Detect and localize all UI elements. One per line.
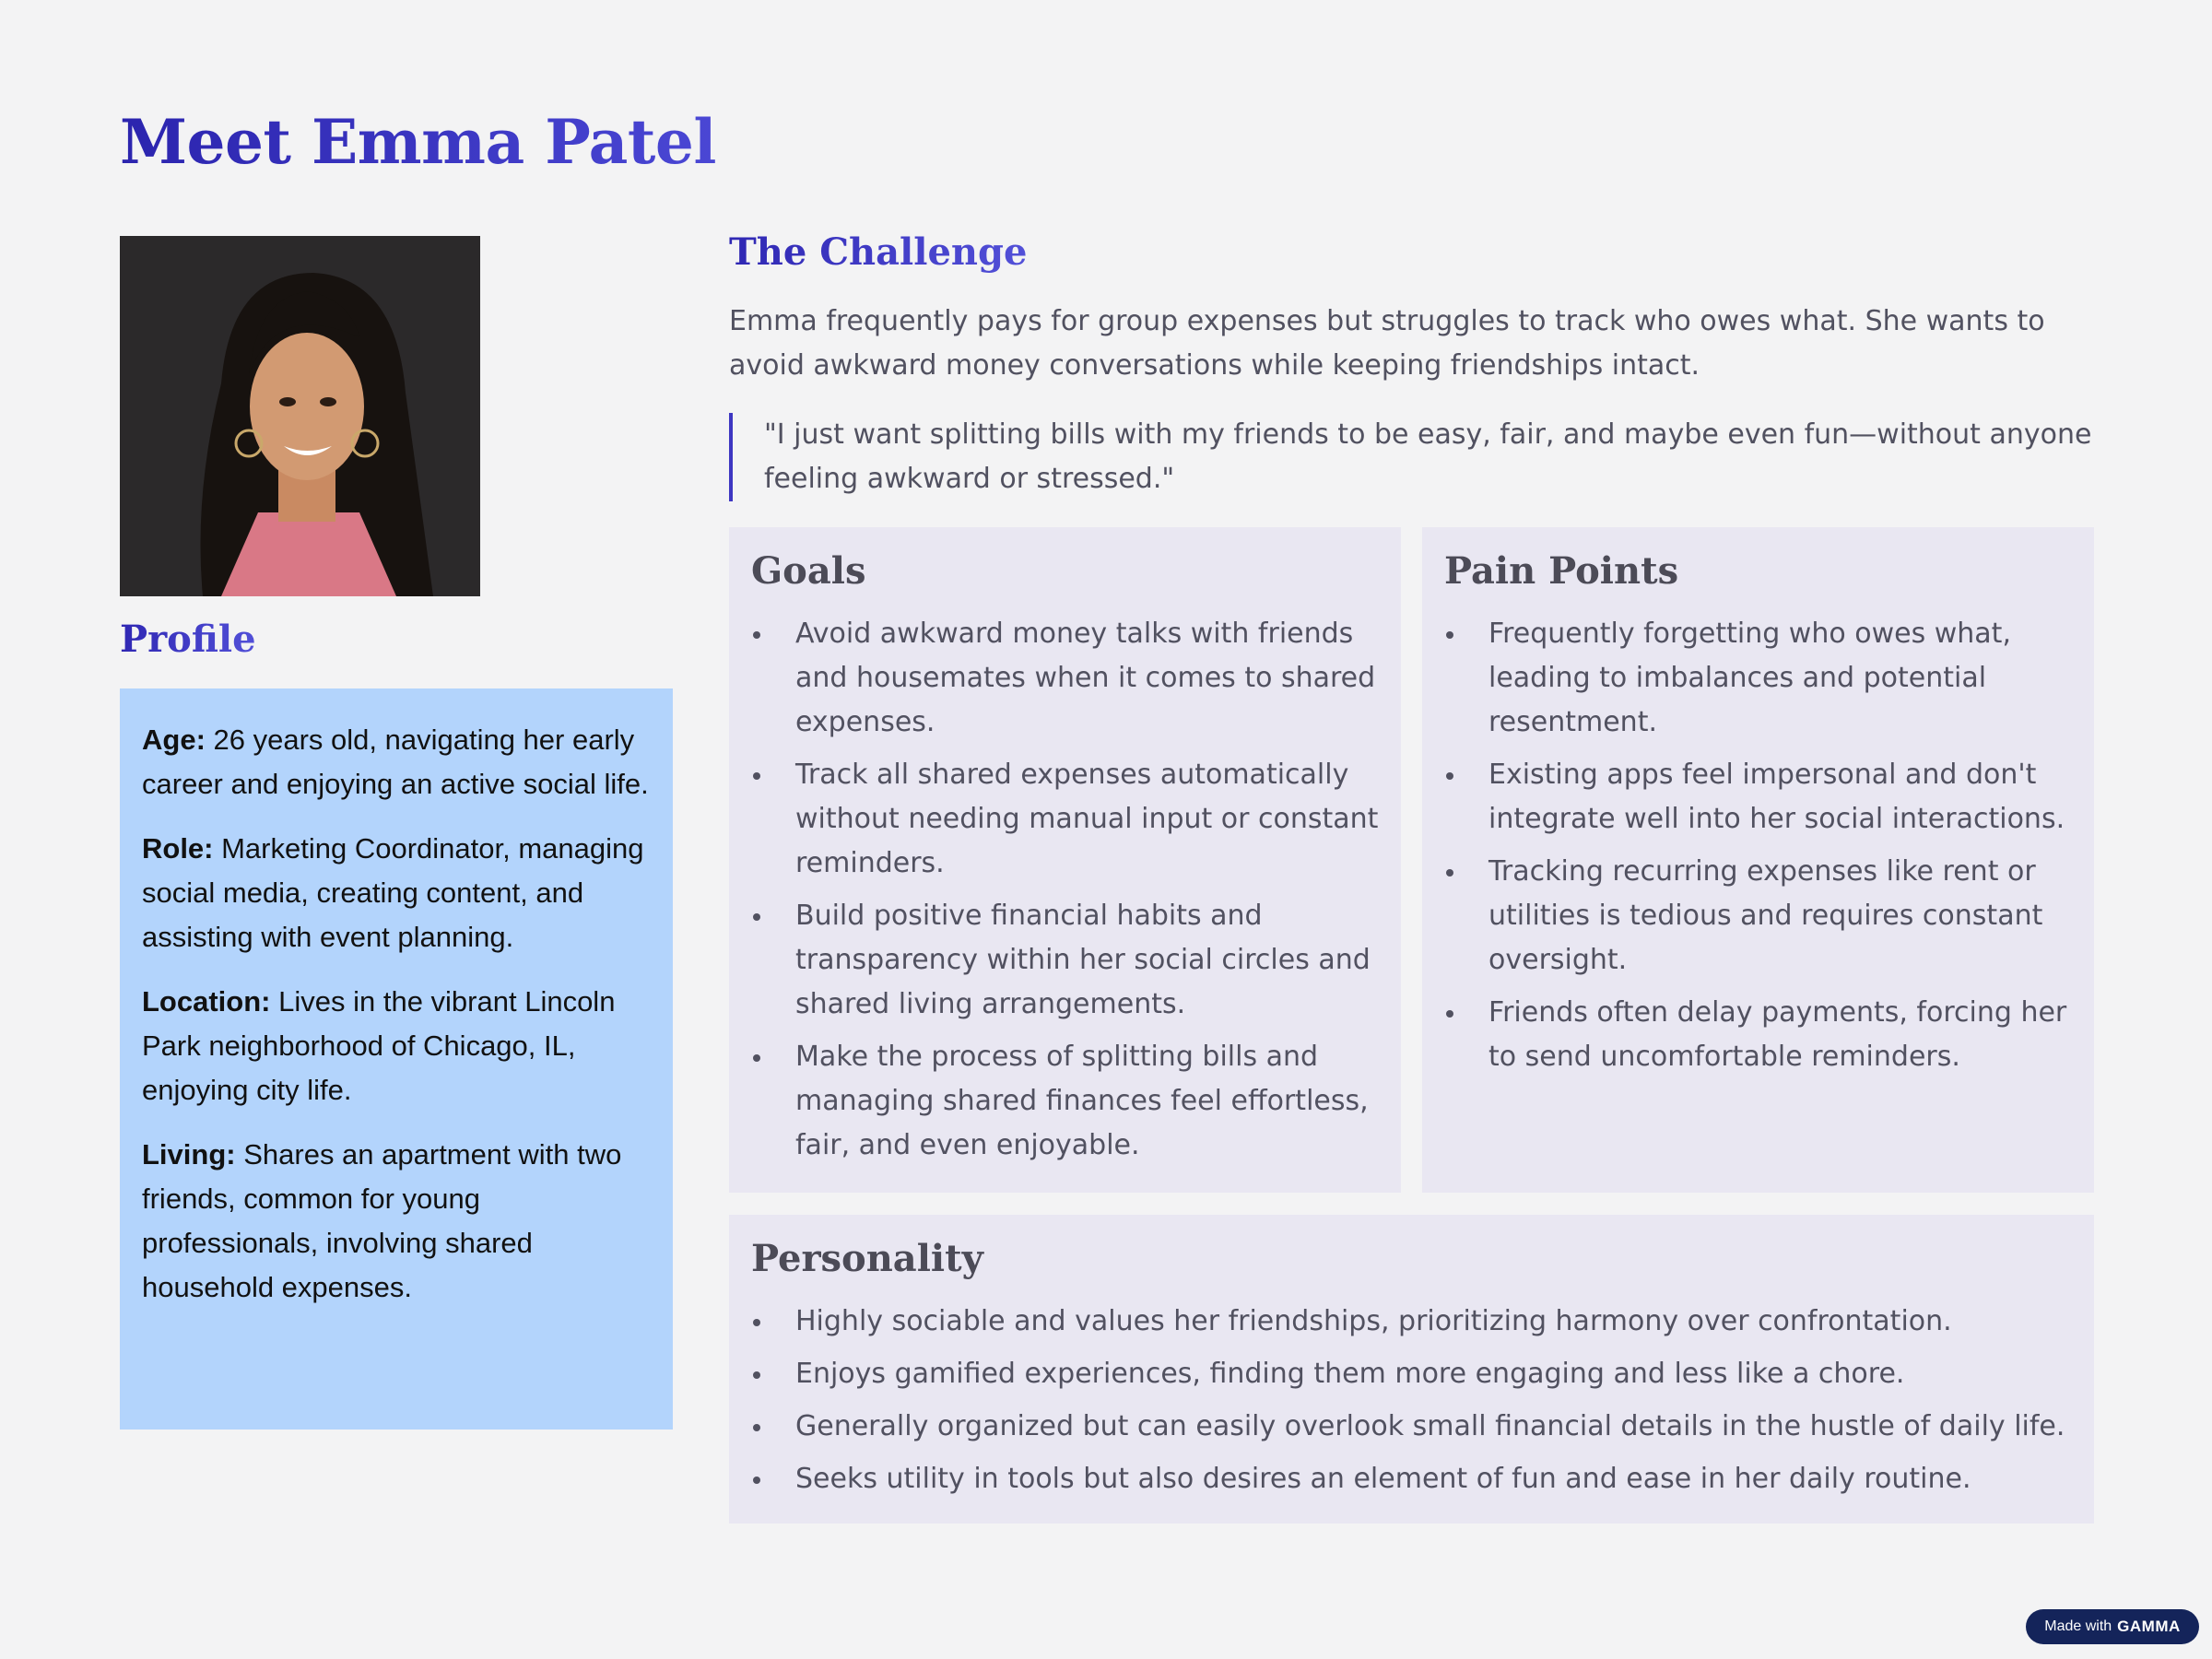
- profile-living: Living: Shares an apartment with two friends, common for young professionals, involving shared household expenses.: [142, 1138, 622, 1303]
- personality-card: [729, 1215, 2094, 1524]
- list-item: Enjoys gamified experiences, finding them more engaging and less like a chore.: [751, 1352, 2072, 1396]
- persona-quote: "I just want splitting bills with my friends to be easy, fair, and maybe even fun—without anyone feeling awkward or stressed.": [729, 413, 2093, 501]
- list-item: Generally organized but can easily overlook small financial details in the hustle of daily life.: [751, 1405, 2072, 1449]
- pain-points-heading: Pain Points: [1444, 549, 1679, 593]
- badge-prefix: Made with: [2044, 1618, 2112, 1634]
- list-item: Existing apps feel impersonal and don't integrate well into her social interactions.: [1444, 753, 2072, 841]
- profile-card: [120, 688, 673, 1430]
- list-item: Make the process of splitting bills and managing shared finances feel effortless, fair, and even enjoyable.: [751, 1035, 1379, 1168]
- goals-card: [729, 527, 1401, 1193]
- personality-heading: Personality: [751, 1237, 983, 1280]
- profile-age: Age: 26 years old, navigating her early career and enjoying an active social life.: [142, 724, 649, 800]
- pain-points-card: [1422, 527, 2094, 1193]
- list-item: Highly sociable and values her friendships, prioritizing harmony over confrontation.: [751, 1300, 2072, 1344]
- page-title: Meet Emma Patel: [120, 101, 716, 182]
- profile-photo: [120, 236, 480, 596]
- list-item: Track all shared expenses automatically without needing manual input or constant reminders.: [751, 753, 1379, 886]
- profile-role: Role: Marketing Coordinator, managing social media, creating content, and assisting with event planning.: [142, 832, 644, 953]
- portrait-image: [120, 236, 480, 596]
- list-item: Avoid awkward money talks with friends and housemates when it comes to shared expenses.: [751, 612, 1379, 745]
- list-item: Tracking recurring expenses like rent or utilities is tedious and requires constant oversight.: [1444, 850, 2072, 982]
- personality-list: [751, 1300, 2072, 1501]
- goals-heading: Goals: [751, 549, 866, 593]
- challenge-heading: The Challenge: [729, 225, 1027, 280]
- list-item: Seeks utility in tools but also desires an element of fun and ease in her daily routine.: [751, 1457, 2072, 1501]
- list-item: Build positive financial habits and transparency within her social circles and shared living arrangements.: [751, 894, 1379, 1027]
- profile-heading: Profile: [120, 612, 256, 667]
- made-with-gamma-badge[interactable]: [2026, 1609, 2199, 1644]
- list-item: Friends often delay payments, forcing her to send uncomfortable reminders.: [1444, 991, 2072, 1079]
- profile-location: Location: Lives in the vibrant Lincoln Park neighborhood of Chicago, IL, enjoying city life.: [142, 985, 616, 1106]
- pain-points-list: [1444, 612, 2072, 1079]
- challenge-text: Emma frequently pays for group expenses but struggles to track who owes what. She wants to avoid awkward money conversations while keeping friendships intact.: [729, 305, 2045, 382]
- goals-list: [751, 612, 1379, 1168]
- list-item: Frequently forgetting who owes what, leading to imbalances and potential resentment.: [1444, 612, 2072, 745]
- badge-brand: GAMMA: [2117, 1618, 2181, 1635]
